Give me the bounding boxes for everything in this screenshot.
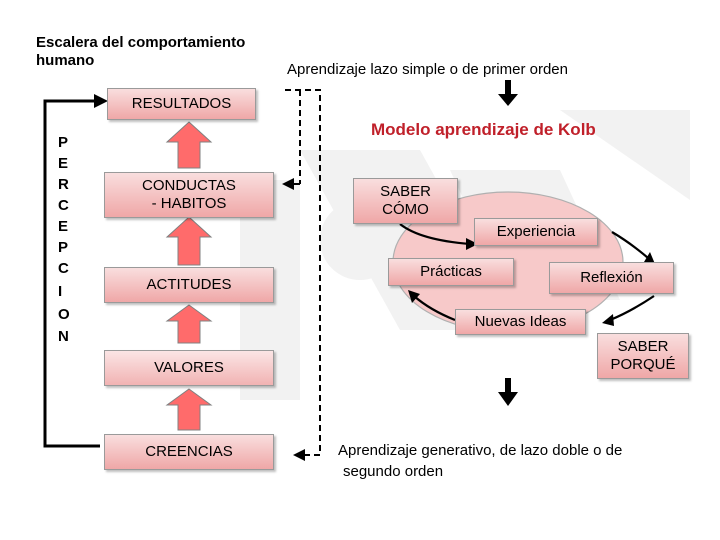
arrowhead-to-creencias [293,449,305,461]
bracket-arrowhead [94,94,108,108]
values-box [104,350,274,386]
up-arrow-conducts [167,217,211,265]
saber-como-line2: CÓMO [382,201,429,218]
perception-letter: C [58,197,69,214]
perception-letter: P [58,239,69,256]
reflexion-label: Reflexión [580,269,643,286]
perception-bracket [45,101,100,446]
saber-como-box [353,178,458,224]
single-loop-label: Aprendizaje lazo simple o de primer orden [287,61,568,78]
saber-porque-line1: SABER [617,338,669,355]
results-label: RESULTADOS [131,95,232,112]
results-box [107,88,256,120]
up-arrow-results [167,122,211,168]
conducts-box [104,172,274,218]
perception-letter: C [58,260,69,277]
perception-letter: P [58,134,69,151]
practicas-box [388,258,514,286]
nuevas-ideas-box [455,309,586,335]
double-loop-label [338,440,622,482]
title-line-1: Escalera del comportamiento [36,34,246,51]
up-arrow-beliefs [167,389,211,430]
perception-letter: R [58,176,69,193]
perception-letter: E [58,218,69,235]
perception-letter: E [58,155,69,172]
double-loop-line1: Aprendizaje generativo, de lazo doble o de [338,442,623,459]
down-arrow-top [498,80,518,106]
experiencia-label: Experiencia [496,223,576,240]
practicas-label: Prácticas [420,263,482,280]
attitudes-box [104,267,274,303]
perception-letter: I [58,283,63,300]
perception-letter: O [58,306,70,323]
saber-porque-line2: PORQUÉ [610,356,676,373]
nuevas-ideas-label: Nuevas Ideas [474,313,567,330]
dashed-feedback [285,90,320,455]
double-loop-line2: segundo orden [343,463,444,480]
reflexion-box [549,262,674,294]
beliefs-box [104,434,274,470]
conducts-label-line1: CONDUCTAS [142,177,236,194]
saber-porque-box [597,333,689,379]
attitudes-label: ACTITUDES [146,276,232,293]
values-label: VALORES [154,359,224,376]
beliefs-label: CREENCIAS [145,443,233,460]
kolb-title: Modelo aprendizaje de Kolb [371,120,596,139]
down-arrow-bottom [498,378,518,406]
perception-letter: N [58,328,69,345]
arrowhead-to-conductas [282,178,294,190]
saber-como-line1: SABER [380,183,431,200]
conducts-label-line2: - HABITOS [151,195,227,212]
up-arrow-attitudes [167,305,211,343]
title-line-2: humano [36,52,95,69]
experiencia-box [474,218,598,246]
